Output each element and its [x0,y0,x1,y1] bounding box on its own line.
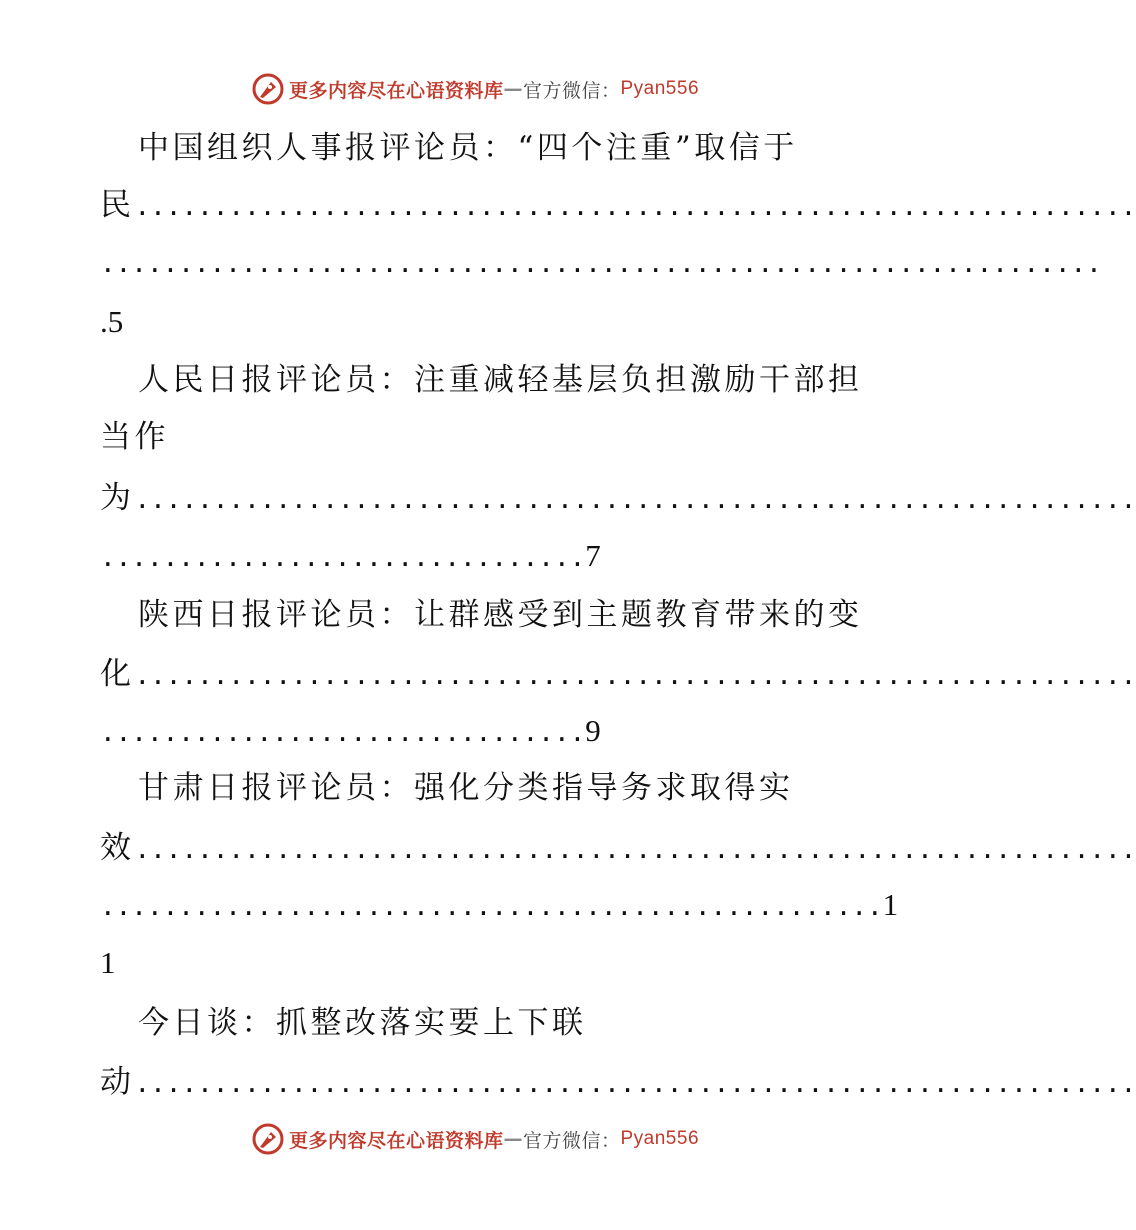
watermark-wechat-id: Pyan556 [620,78,700,99]
toc-entry-5-title[interactable] [138,995,860,1051]
pen-nib-logo-icon [251,1122,285,1156]
page-number: .5 [100,304,124,339]
toc-entry-3-page-line [100,703,860,759]
toc-entry-1-leader [100,177,1136,233]
dot-leader: ................................................................ [134,192,1136,222]
watermark-separator: — [503,1128,523,1150]
watermark-wechat-id: Pyan556 [620,1128,700,1149]
toc-entry-1-page [100,294,860,350]
toc-entry-4-page-line [100,877,899,933]
dot-leader: ................................................................ [134,1069,1136,1099]
dot-leader: ............................... [100,543,586,573]
watermark-official: 官方微信： [522,79,621,102]
toc-entry-4-page-line-2 [100,935,860,991]
page-number: 7 [585,538,601,573]
toc-entry-2-title-cont [100,409,860,465]
toc-entry-title: 今日谈：抓整改落实要上下联 [138,1005,587,1041]
toc-entry-tail: 为 [100,480,135,516]
toc-entry-title: 甘肃日报评论员：强化分类指导务求取得实 [138,770,794,806]
toc-entry-5-leader [100,1054,1136,1110]
page-number: 9 [585,713,601,748]
watermark-official: 官方微信： [522,1129,621,1152]
pen-nib-logo-icon [251,72,285,106]
page-number-cont: 1 [100,945,116,980]
toc-entry-1-title[interactable] [138,120,860,176]
footer-watermark [0,1122,950,1156]
toc-entry-title: 人民日报评论员：注重减轻基层负担激励干部担 [138,362,863,398]
dot-leader: ................................................................ [134,661,1136,691]
toc-entry-tail: 化 [100,656,135,692]
page-number: 1 [882,887,899,922]
dot-leader: ............................... [100,718,586,748]
dot-leader: ................................................................ [134,835,1136,865]
watermark-brand: 更多内容尽在心语资料库 [288,1129,504,1152]
toc-entry-title: 陕西日报评论员：让群感受到主题教育带来的变 [138,597,863,633]
watermark-separator: — [503,78,523,100]
toc-entry-4-title[interactable] [138,760,860,816]
toc-entry-tail: 民 [100,187,135,223]
toc-entry-2-title[interactable] [138,352,863,408]
toc-entry-tail: 效 [100,830,135,866]
toc-entry-title: 中国组织人事报评论员：“四个注重”取信于 [138,130,798,166]
dot-leader: ................................................................ [134,485,1136,515]
toc-entry-title-continued: 当作 [100,419,169,455]
header-watermark [0,72,950,106]
toc-entry-3-leader [100,646,1136,702]
toc-entry-2-page-line [100,528,860,584]
toc-entry-2-leader [100,470,1136,526]
toc-entry-tail: 动 [100,1064,135,1100]
toc-entry-3-title[interactable] [138,587,863,643]
toc-entry-1-leader-2 [100,234,1102,290]
watermark-brand: 更多内容尽在心语资料库 [288,79,504,102]
toc-entry-4-leader [100,820,1136,876]
dot-leader: ................................................................ [100,249,1102,279]
dot-leader: .................................................. [100,892,883,922]
